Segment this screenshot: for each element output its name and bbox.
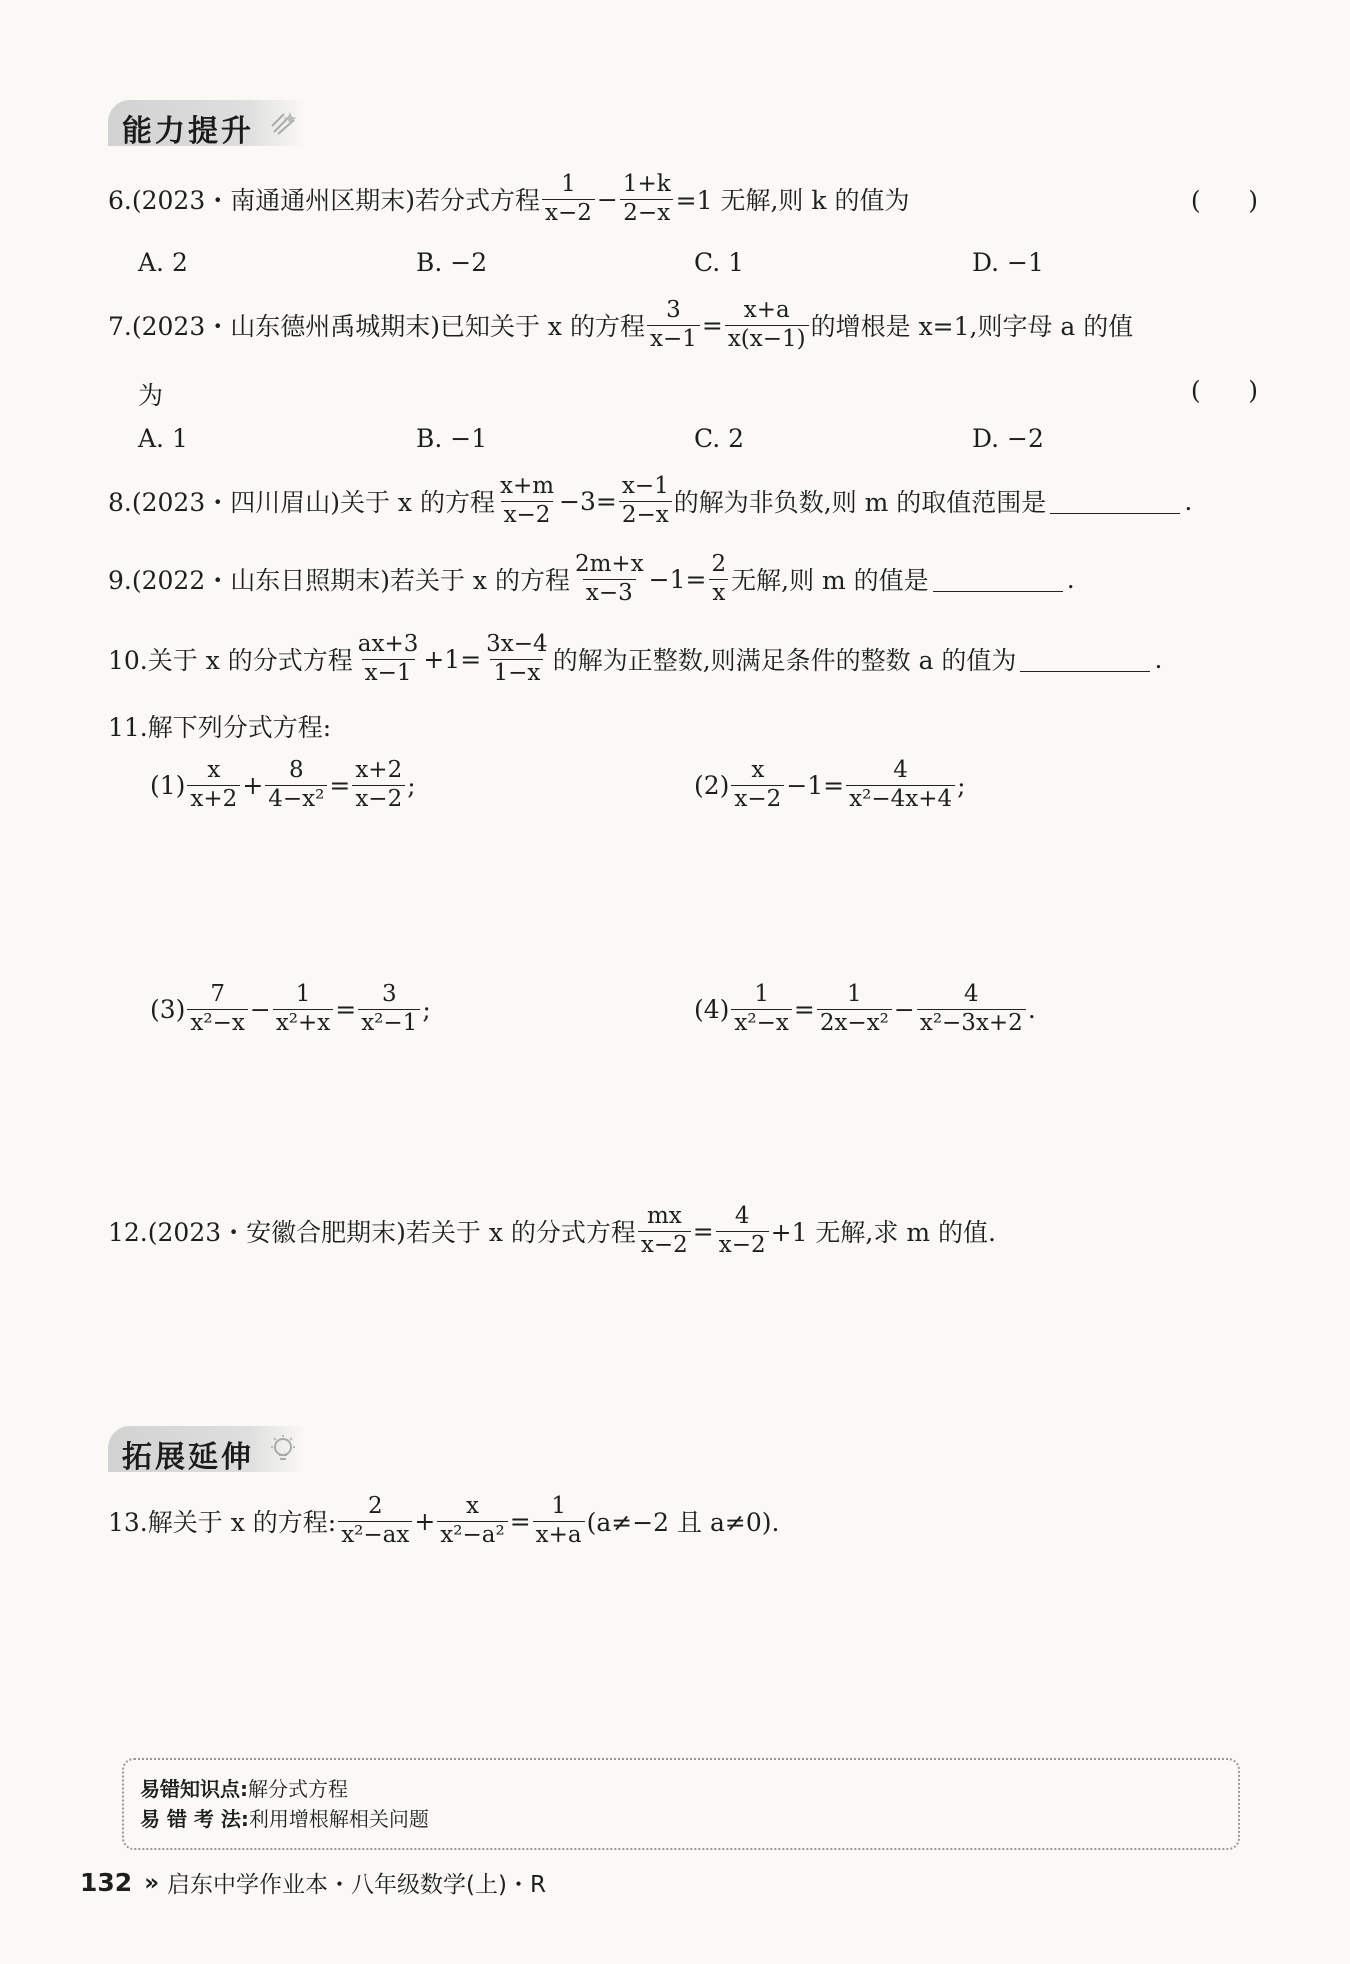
q8-prefix: 8.(2023・四川眉山)关于 x 的方程 [108,488,495,518]
section-title-ability [108,100,306,149]
choice-a[interactable]: A. 1 [138,424,188,453]
operator: = [692,1216,714,1246]
fraction [638,1204,691,1259]
denominator: 1−x [490,659,543,687]
period: . [1066,564,1075,594]
denominator: 2−x [620,199,673,227]
period: . [1027,994,1036,1024]
denominator: 4−x² [265,785,327,813]
denominator: x−1 [362,659,415,687]
fraction [355,632,422,687]
question-10 [108,632,1162,687]
operator: − [893,994,915,1024]
operator: = [335,994,357,1024]
question-11-title: 11.解下列分式方程: [108,713,332,742]
question-7 [108,298,1133,353]
q6-prefix: 6.(2023・南通通州区期末)若分式方程 [108,186,540,216]
period: . [1184,486,1193,516]
operator: +1= [423,644,482,674]
choice-a[interactable]: A. 2 [138,248,188,277]
numerator: 2 [367,1493,383,1519]
section-title-text: 拓展延伸 [122,1440,254,1475]
numerator: x−1 [621,473,669,499]
q7-suffix: 的增根是 x=1,则字母 a 的值 [810,312,1134,342]
fraction [731,982,791,1037]
fraction [917,982,1026,1037]
fraction [572,552,647,607]
denominator: 2−x [619,501,672,529]
fraction [358,982,420,1037]
denominator: x(x−1) [725,325,809,353]
denominator: x²−x [187,1009,247,1037]
numerator: 1 [847,981,862,1007]
answer-paren: ( ) [1190,186,1258,215]
fraction [619,474,672,529]
fraction [338,1494,412,1549]
question-12 [108,1204,996,1259]
denominator: x [709,579,728,607]
part-label: (1) [150,770,186,800]
denominator: x−2 [638,1231,691,1259]
numerator: x+m [499,473,555,499]
denominator: x+2 [187,785,240,813]
choice-d[interactable]: D. −1 [972,248,1044,277]
denominator: 2x−x² [817,1009,892,1037]
fraction [725,298,809,353]
page-number: 132 [80,1868,133,1897]
q13-suffix: (a≠−2 且 a≠0). [586,1508,780,1538]
fraction [731,758,784,813]
semicolon: ; [422,994,431,1024]
numerator: 3 [666,297,681,323]
denominator: x−3 [583,579,636,607]
q9-prefix: 9.(2022・山东日照期末)若关于 x 的方程 [108,566,570,596]
numerator: x [207,757,221,783]
fraction [647,298,700,353]
q11-part-3 [150,982,431,1037]
fraction [620,172,674,227]
operator: −3= [559,486,617,516]
choice-b[interactable]: B. −1 [416,424,488,453]
note-key: 易 错 考 法: [140,1807,249,1831]
period: . [1154,644,1163,674]
note-value: 解分式方程 [248,1777,348,1801]
fraction [187,758,240,813]
q11-part-4 [694,982,1036,1037]
chevron-right-icon: » [144,1869,156,1896]
operator: −1= [786,770,845,800]
denominator: x²−4x+4 [846,785,955,813]
numerator: 1 [561,171,576,197]
q11-part-1 [150,758,416,813]
denominator: x−2 [716,1231,769,1259]
operator: − [596,184,618,214]
fraction [817,982,892,1037]
sparkle-icon [268,108,298,138]
numerator: x [466,1493,479,1519]
semicolon: ; [957,770,966,800]
answer-blank[interactable] [1020,647,1150,672]
error-note-box [122,1758,1240,1850]
denominator: x²−1 [358,1009,420,1037]
note-line-1 [140,1774,1222,1804]
note-key: 易错知识点: [140,1777,248,1801]
denominator: x−1 [647,325,700,353]
fraction [187,982,247,1037]
fraction [497,474,557,529]
q10-suffix: 的解为正整数,则满足条件的整数 a 的值为 [552,646,1017,676]
numerator: 3x−4 [486,631,548,657]
answer-blank[interactable] [933,567,1063,592]
fraction [273,982,333,1037]
denominator: x−2 [352,785,405,813]
numerator: mx [646,1203,682,1229]
operator: = [509,1506,531,1536]
answer-blank[interactable] [1050,489,1180,514]
book-title: 启东中学作业本・八年级数学(上)・R [167,1872,546,1898]
q8-suffix: 的解为非负数,则 m 的取值范围是 [673,488,1047,518]
operator: −1= [648,564,707,594]
section-title-text: 能力提升 [122,114,254,149]
q12-prefix: 12.(2023・安徽合肥期末)若关于 x 的分式方程 [108,1218,636,1248]
numerator: 4 [964,981,979,1007]
choice-c[interactable]: C. 1 [694,248,745,277]
numerator: ax+3 [357,631,419,657]
part-label: (3) [150,994,186,1024]
operator: = [329,770,351,800]
part-label: (2) [694,770,730,800]
operator: = [701,310,723,340]
fraction [352,758,405,813]
lightbulb-icon [268,1434,298,1464]
choice-d[interactable]: D. −2 [972,424,1044,453]
fraction [708,552,729,607]
numerator: 4 [893,757,908,783]
fraction [483,632,551,687]
numerator: 4 [734,1203,750,1229]
question-8 [108,474,1192,529]
question-13 [108,1494,779,1549]
numerator: x+2 [355,757,403,783]
q11-part-2 [694,758,966,813]
denominator: x−2 [731,785,784,813]
operator: + [242,770,264,800]
q10-prefix: 10.关于 x 的分式方程 [108,646,353,676]
section-title-extension [108,1426,306,1475]
operator: = [793,994,815,1024]
denominator: x+a [533,1521,585,1549]
note-line-2 [140,1804,1222,1834]
operator: + [414,1506,436,1536]
fraction [542,172,595,227]
fraction [437,1494,507,1549]
numerator: x [751,757,765,783]
operator: − [249,994,271,1024]
q12-suffix: +1 无解,求 m 的值. [770,1218,996,1248]
choice-b[interactable]: B. −2 [416,248,488,277]
numerator: 2m+x [574,551,644,577]
numerator: 1+k [622,171,671,197]
semicolon: ; [407,770,416,800]
answer-paren: ( ) [1190,376,1258,405]
q13-prefix: 13.解关于 x 的方程: [108,1508,337,1538]
choice-c[interactable]: C. 2 [694,424,745,453]
denominator: x−2 [501,501,554,529]
q6-suffix: =1 无解,则 k 的值为 [675,186,910,216]
fraction [265,758,327,813]
denominator: x²−a² [437,1521,507,1549]
denominator: x²−ax [338,1521,412,1549]
fraction [716,1204,769,1259]
q7-prefix: 7.(2023・山东德州禹城期末)已知关于 x 的方程 [108,312,645,342]
denominator: x−2 [542,199,595,227]
numerator: 8 [289,757,304,783]
numerator: 1 [551,1493,566,1519]
question-6 [108,172,909,227]
denominator: x²−3x+2 [917,1009,1026,1037]
denominator: x²+x [273,1009,333,1037]
numerator: x+a [743,297,790,323]
part-label: (4) [694,994,730,1024]
numerator: 2 [711,551,727,577]
denominator: x²−x [731,1009,791,1037]
q7-line2: 为 [138,381,164,410]
question-9 [108,552,1075,607]
numerator: 1 [295,981,311,1007]
numerator: 1 [754,981,769,1007]
fraction [846,758,955,813]
page-footer [80,1866,546,1899]
numerator: 3 [381,981,397,1007]
numerator: 7 [210,981,225,1007]
note-value: 利用增根解相关问题 [248,1807,429,1831]
fraction [533,1494,585,1549]
q9-suffix: 无解,则 m 的值是 [731,566,929,596]
